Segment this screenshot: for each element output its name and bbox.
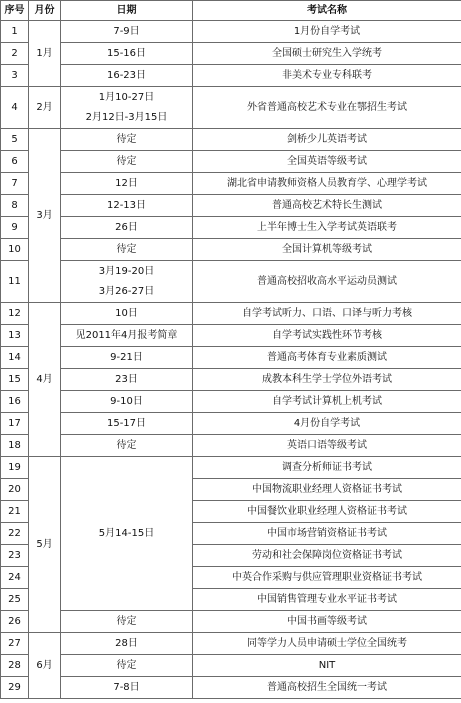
row-number: 26: [1, 611, 29, 633]
row-number: 21: [1, 501, 29, 523]
exam-name-cell: 自学考试实践性环节考核: [193, 325, 461, 347]
exam-name-cell: 中国市场营销资格证书考试: [193, 523, 461, 545]
exam-name-cell: 普通高校招生全国统一考试: [193, 677, 461, 699]
date-cell: 12-13日: [61, 195, 193, 217]
header-row: [1, 1, 461, 21]
header-name: 考试名称: [193, 1, 461, 21]
table-row: [1, 611, 461, 633]
date-cell: 5月14-15日: [61, 457, 193, 611]
exam-name-cell: NIT: [193, 655, 461, 677]
date-cell: 26日: [61, 217, 193, 239]
row-number: 24: [1, 567, 29, 589]
date-cell: 10日: [61, 303, 193, 325]
row-number: 12: [1, 303, 29, 325]
date-cell: 待定: [61, 151, 193, 173]
table-row: [1, 457, 461, 479]
month-cell: 2月: [29, 87, 61, 129]
row-number: 20: [1, 479, 29, 501]
row-number: 10: [1, 239, 29, 261]
row-number: 6: [1, 151, 29, 173]
table-row: [1, 87, 461, 129]
exam-name-cell: 1月份自学考试: [193, 21, 461, 43]
exam-name-cell: 全国英语等级考试: [193, 151, 461, 173]
date-cell: 待定: [61, 129, 193, 151]
date-cell: 16-23日: [61, 65, 193, 87]
exam-name-cell: 中国销售管理专业水平证书考试: [193, 589, 461, 611]
table-row: [1, 347, 461, 369]
row-number: 13: [1, 325, 29, 347]
exam-name-cell: 调查分析师证书考试: [193, 457, 461, 479]
row-number: 1: [1, 21, 29, 43]
date-cell: 待定: [61, 611, 193, 633]
table-row: [1, 195, 461, 217]
month-cell: 4月: [29, 303, 61, 457]
date-cell: [61, 87, 193, 129]
table-row: [1, 391, 461, 413]
date-cell: 7-8日: [61, 677, 193, 699]
exam-name-cell: 中国书画等级考试: [193, 611, 461, 633]
table-row: [1, 413, 461, 435]
row-number: 5: [1, 129, 29, 151]
exam-name-cell: 自学考试听力、口语、口译与听力考核: [193, 303, 461, 325]
row-number: 8: [1, 195, 29, 217]
table-row: [1, 435, 461, 457]
table-row: [1, 217, 461, 239]
date-cell: 15-16日: [61, 43, 193, 65]
date-cell: 12日: [61, 173, 193, 195]
date-cell: 28日: [61, 633, 193, 655]
table-row: [1, 151, 461, 173]
table-row: [1, 239, 461, 261]
row-number: 15: [1, 369, 29, 391]
date-line: 3月26-27日: [98, 285, 155, 297]
exam-name-cell: 普通高考体育专业素质测试: [193, 347, 461, 369]
table-row: [1, 173, 461, 195]
row-number: 16: [1, 391, 29, 413]
date-cell: 9-10日: [61, 391, 193, 413]
exam-name-cell: 剑桥少儿英语考试: [193, 129, 461, 151]
row-number: 14: [1, 347, 29, 369]
date-cell: 待定: [61, 435, 193, 457]
table-row: [1, 261, 461, 303]
row-number: 7: [1, 173, 29, 195]
exam-name-cell: 全国计算机等级考试: [193, 239, 461, 261]
date-line: 2月12日-3月15日: [85, 111, 168, 123]
table-row: [1, 369, 461, 391]
row-number: 17: [1, 413, 29, 435]
date-cell: 15-17日: [61, 413, 193, 435]
exam-name-cell: 中国餐饮业职业经理人资格证书考试: [193, 501, 461, 523]
header-no: 序号: [1, 1, 29, 21]
table-row: [1, 21, 461, 43]
exam-name-cell: 4月份自学考试: [193, 413, 461, 435]
exam-name-cell: 外省普通高校艺术专业在鄂招生考试: [193, 87, 461, 129]
table-row: [1, 129, 461, 151]
row-number: 9: [1, 217, 29, 239]
row-number: 27: [1, 633, 29, 655]
exam-name-cell: 自学考试计算机上机考试: [193, 391, 461, 413]
exam-name-cell: 上半年博士生入学考试英语联考: [193, 217, 461, 239]
exam-name-cell: 英语口语等级考试: [193, 435, 461, 457]
row-number: 2: [1, 43, 29, 65]
row-number: 18: [1, 435, 29, 457]
row-number: 28: [1, 655, 29, 677]
date-cell: [61, 261, 193, 303]
row-number: 3: [1, 65, 29, 87]
exam-name-cell: 劳动和社会保障岗位资格证书考试: [193, 545, 461, 567]
header-month: 月份: [29, 1, 61, 21]
month-cell: 3月: [29, 129, 61, 303]
exam-name-cell: 全国硕士研究生入学统考: [193, 43, 461, 65]
table-row: [1, 65, 461, 87]
month-cell: 5月: [29, 457, 61, 633]
exam-name-cell: 中国物流职业经理人资格证书考试: [193, 479, 461, 501]
table-row: [1, 633, 461, 655]
date-cell: 见2011年4月报考简章: [61, 325, 193, 347]
exam-name-cell: 湖北省申请教师资格人员教育学、心理学考试: [193, 173, 461, 195]
table-row: [1, 43, 461, 65]
exam-name-cell: 同等学力人员申请硕士学位全国统考: [193, 633, 461, 655]
row-number: 29: [1, 677, 29, 699]
month-cell: 6月: [29, 633, 61, 699]
table-row: [1, 655, 461, 677]
row-number: 23: [1, 545, 29, 567]
exam-name-cell: 中英合作采购与供应管理职业资格证书考试: [193, 567, 461, 589]
date-cell: 待定: [61, 239, 193, 261]
row-number: 22: [1, 523, 29, 545]
exam-name-cell: 非美术专业专科联考: [193, 65, 461, 87]
exam-name-cell: 成教本科生学士学位外语考试: [193, 369, 461, 391]
table-row: [1, 325, 461, 347]
exam-name-cell: 普通高校招收高水平运动员测试: [193, 261, 461, 303]
table-row: [1, 677, 461, 699]
table-row: [1, 303, 461, 325]
row-number: 19: [1, 457, 29, 479]
date-cell: 待定: [61, 655, 193, 677]
row-number: 11: [1, 261, 29, 303]
date-cell: 7-9日: [61, 21, 193, 43]
exam-name-cell: 普通高校艺术特长生测试: [193, 195, 461, 217]
row-number: 4: [1, 87, 29, 129]
date-cell: 9-21日: [61, 347, 193, 369]
date-cell: 23日: [61, 369, 193, 391]
date-line: 1月10-27日: [98, 91, 155, 103]
row-number: 25: [1, 589, 29, 611]
header-date: 日期: [61, 1, 193, 21]
date-line: 3月19-20日: [98, 265, 155, 277]
month-cell: 1月: [29, 21, 61, 87]
